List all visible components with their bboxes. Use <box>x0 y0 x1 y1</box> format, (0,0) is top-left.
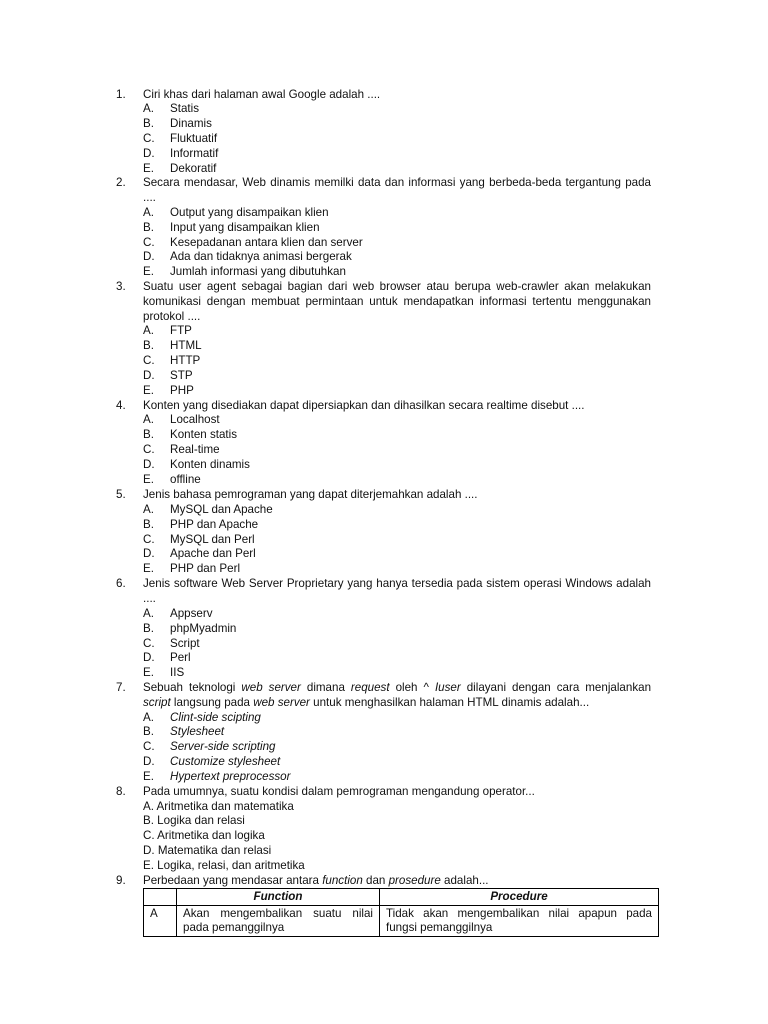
option-letter: C. <box>143 637 155 650</box>
option-letter: E. <box>143 770 154 783</box>
option-letter: A. <box>143 711 154 724</box>
option-letter: B. <box>143 117 154 130</box>
question-text: Jenis bahasa pemrograman yang dapat diterjemahkan adalah .... <box>143 488 478 501</box>
table-row <box>144 906 659 937</box>
question-text: Pada umumnya, suatu kondisi dalam pemrograman mengandung operator... <box>143 785 535 798</box>
table-cell: Akan mengembalikan suatu nilai pada pemanggilnya <box>177 906 380 937</box>
option-letter: B. <box>143 221 154 234</box>
option-letter: B. <box>143 725 154 738</box>
option-letter: E. <box>143 162 154 175</box>
option-text: Customize stylesheet <box>170 755 281 768</box>
option-letter: B. <box>143 622 154 635</box>
question-text: .... <box>143 191 156 204</box>
text-run: untuk menghasilkan halaman HTML dinamis adalah... <box>309 696 590 709</box>
option-text: D. Matematika dan relasi <box>143 844 272 857</box>
option-text: Apache dan Perl <box>170 547 256 560</box>
option-letter: A. <box>143 102 154 115</box>
option-text: IIS <box>170 666 185 679</box>
option-letter: D. <box>143 458 155 471</box>
question-text <box>143 874 651 888</box>
option-letter: A. <box>143 503 154 516</box>
text-run: dilayani dengan cara menjalankan <box>460 681 652 694</box>
question-number: 5. <box>116 488 126 501</box>
option-text: Clint-side scipting <box>170 711 261 724</box>
text-run: langsung pada <box>170 696 254 709</box>
option-text: C. Aritmetika dan logika <box>143 829 265 842</box>
option-text: Stylesheet <box>170 725 225 738</box>
option-letter: A. <box>143 324 154 337</box>
option-letter: E. <box>143 265 154 278</box>
option-letter: C. <box>143 236 155 249</box>
table-header-cell: Function <box>177 889 380 906</box>
option-text: Dekoratif <box>170 162 217 175</box>
option-letter: D. <box>143 547 155 560</box>
option-letter: B. <box>143 518 154 531</box>
table-header-cell: Procedure <box>380 889 659 906</box>
option-letter: A. <box>143 206 154 219</box>
question-text <box>143 681 651 695</box>
option-text: Kesepadanan antara klien dan server <box>170 236 363 249</box>
option-letter: E. <box>143 384 154 397</box>
question-text <box>143 696 651 710</box>
option-letter: E. <box>143 666 154 679</box>
option-text: Input yang disampaikan klien <box>170 221 320 234</box>
italic-term: web server <box>253 696 310 709</box>
italic-term: web server <box>241 681 301 694</box>
option-text: Informatif <box>170 147 219 160</box>
italic-term: prosedure <box>388 874 441 887</box>
option-text: A. Aritmetika dan matematika <box>143 800 294 813</box>
option-text: offline <box>170 473 201 486</box>
question-number: 9. <box>116 874 126 887</box>
option-letter: D. <box>143 651 155 664</box>
option-text: Real-time <box>170 443 220 456</box>
option-text: Server-side scripting <box>170 740 276 753</box>
question-number: 7. <box>116 681 126 694</box>
question-text: Suatu user agent sebagai bagian dari web browser atau berupa web-crawler akan melakukan <box>143 280 651 293</box>
question-number: 1. <box>116 88 126 101</box>
option-letter: C. <box>143 132 155 145</box>
option-text: Appserv <box>170 607 213 620</box>
italic-term: request <box>350 681 390 694</box>
option-letter: A. <box>143 413 154 426</box>
option-letter: C. <box>143 443 155 456</box>
option-text: Script <box>170 637 200 650</box>
option-text: PHP dan Perl <box>170 562 241 575</box>
comparison-table <box>143 888 659 937</box>
question-number: 4. <box>116 399 126 412</box>
text-run: dan <box>362 874 389 887</box>
option-letter: C. <box>143 740 155 753</box>
table-header-row <box>144 889 659 906</box>
option-text: Konten dinamis <box>170 458 250 471</box>
option-letter: D. <box>143 755 155 768</box>
option-letter: C. <box>143 533 155 546</box>
table-cell: A <box>144 906 177 937</box>
table-cell: Tidak akan mengembalikan nilai apapun pada fungsi pemanggilnya <box>380 906 659 937</box>
option-letter: B. <box>143 339 154 352</box>
question-number: 6. <box>116 577 126 590</box>
option-text: Fluktuatif <box>170 132 218 145</box>
question-text: Jenis software Web Server Proprietary yang hanya tersedia pada sistem operasi Windows adalah <box>143 577 651 590</box>
text-run: dimana <box>300 681 351 694</box>
option-text: HTML <box>170 339 202 352</box>
option-text: Konten statis <box>170 428 238 441</box>
option-letter: D. <box>143 250 155 263</box>
question-text: Konten yang disediakan dapat dipersiapkan dan dihasilkan secara realtime disebut .... <box>143 399 585 412</box>
option-letter: D. <box>143 369 155 382</box>
italic-term: function <box>322 874 363 887</box>
option-text: MySQL dan Perl <box>170 533 255 546</box>
option-text: FTP <box>170 324 192 337</box>
text-run: Sebuah teknologi <box>143 681 242 694</box>
question-text: Secara mendasar, Web dinamis memilki data dan informasi yang berbeda-beda tergantung pada <box>143 176 651 189</box>
option-text: Output yang disampaikan klien <box>170 206 329 219</box>
option-text: Localhost <box>170 413 220 426</box>
option-text: PHP <box>170 384 194 397</box>
option-text: Jumlah informasi yang dibutuhkan <box>170 265 346 278</box>
option-text: Perl <box>170 651 191 664</box>
option-letter: E. <box>143 562 154 575</box>
option-letter: D. <box>143 147 155 160</box>
table-header-cell <box>144 889 177 906</box>
option-text: HTTP <box>170 354 201 367</box>
option-letter: E. <box>143 473 154 486</box>
question-text: .... <box>143 592 156 605</box>
option-text: Statis <box>170 102 199 115</box>
option-text: STP <box>170 369 193 382</box>
question-text: komunikasi dengan membuat permintaan untuk mendapatkan informasi tertentu menggunakan <box>143 295 651 308</box>
option-letter: C. <box>143 354 155 367</box>
italic-term: script <box>143 696 171 709</box>
text-run: Perbedaan yang mendasar antara <box>143 874 323 887</box>
option-text: Dinamis <box>170 117 212 130</box>
option-letter: A. <box>143 607 154 620</box>
text-run: oleh ^ <box>389 681 435 694</box>
option-text: E. Logika, relasi, dan aritmetika <box>143 859 305 872</box>
question-text: Ciri khas dari halaman awal Google adalah .... <box>143 88 381 101</box>
option-text: Ada dan tidaknya animasi bergerak <box>170 250 352 263</box>
question-number: 8. <box>116 785 126 798</box>
option-letter: B. <box>143 428 154 441</box>
italic-term: Iuser <box>434 681 461 694</box>
question-number: 2. <box>116 176 126 189</box>
option-text: PHP dan Apache <box>170 518 259 531</box>
option-text: phpMyadmin <box>170 622 237 635</box>
question-text: protokol .... <box>143 310 201 323</box>
option-text: Hypertext preprocessor <box>170 770 291 783</box>
text-run: adalah... <box>440 874 489 887</box>
option-text: B. Logika dan relasi <box>143 814 245 827</box>
option-text: MySQL dan Apache <box>170 503 273 516</box>
question-number: 3. <box>116 280 126 293</box>
